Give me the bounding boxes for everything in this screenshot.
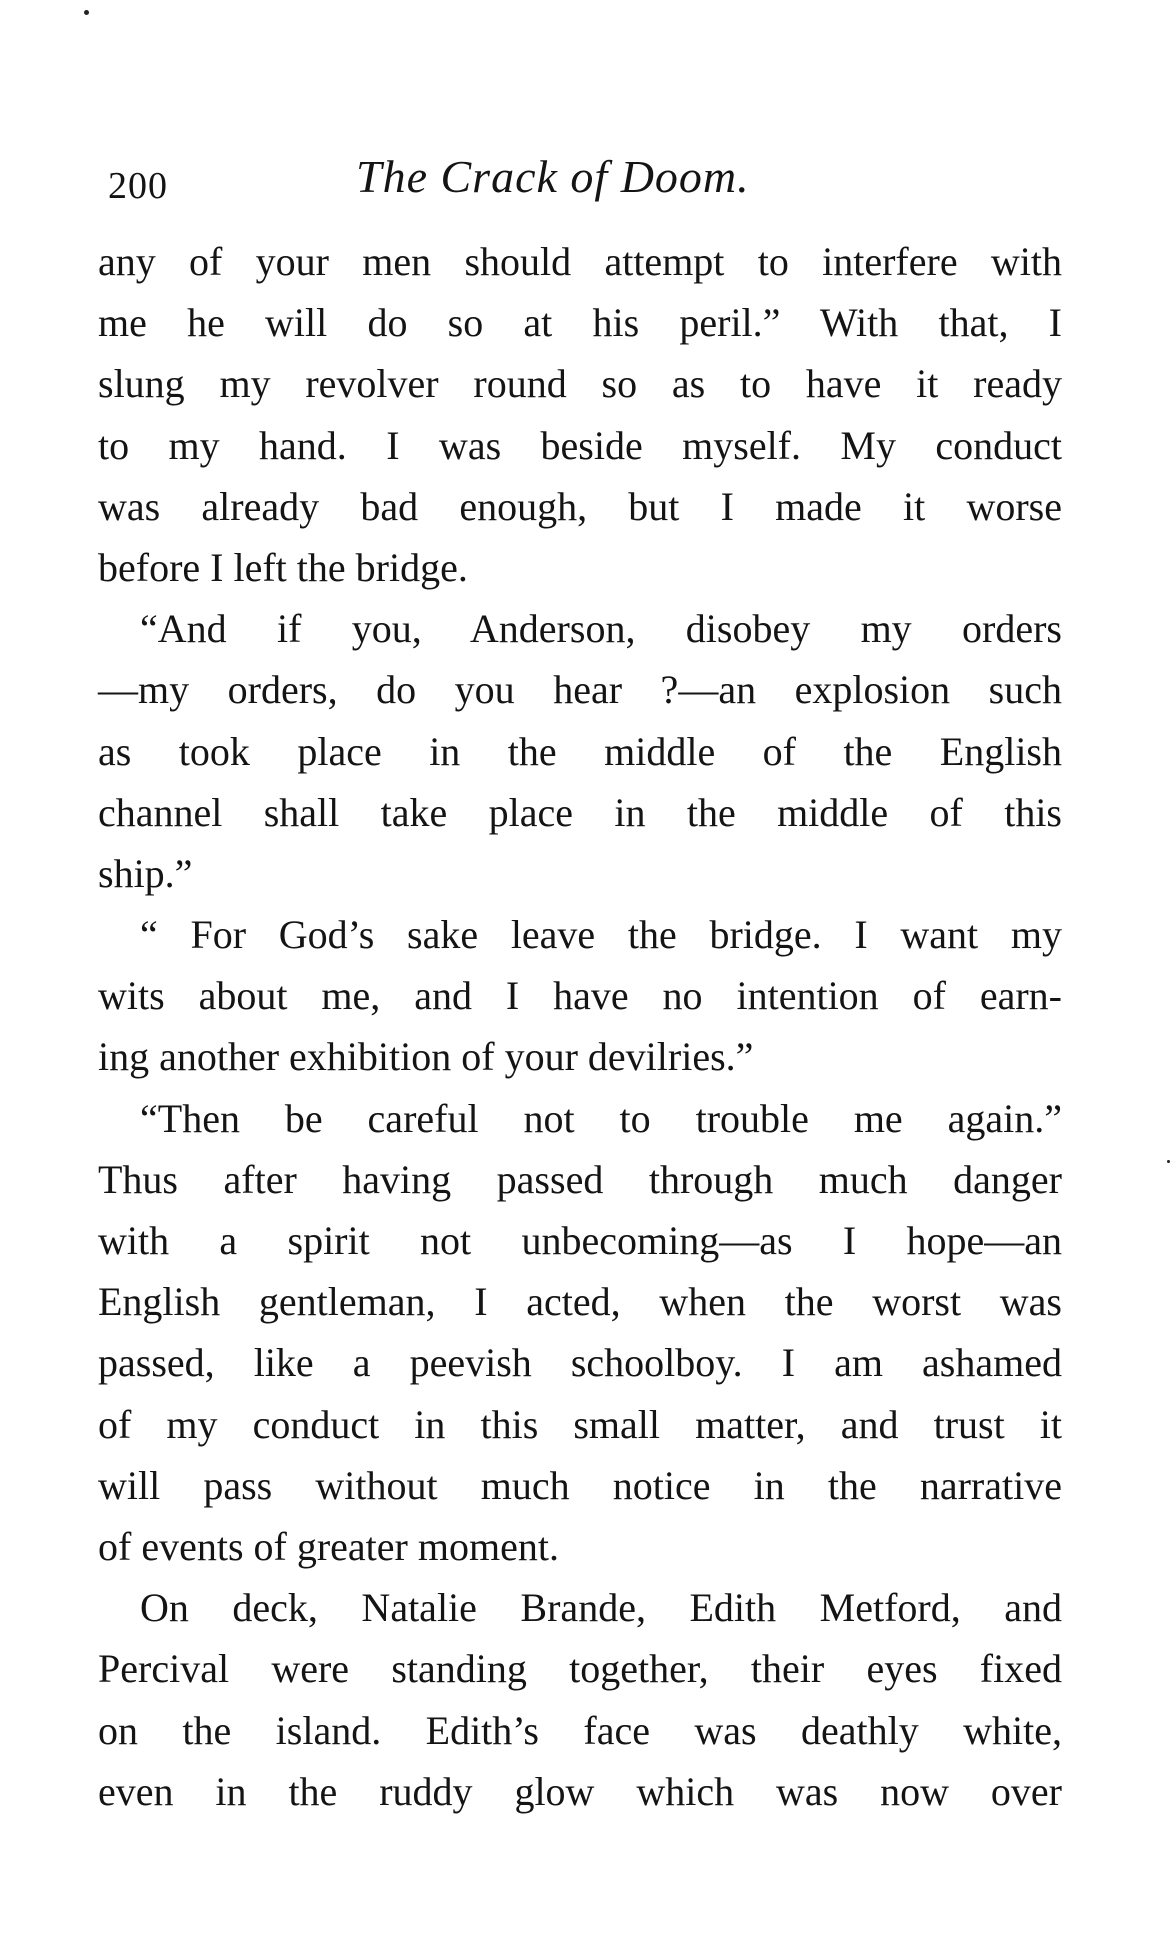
- text-line: me he will do so at his peril.” With that, I: [98, 300, 1062, 346]
- text-line: passed, like a peevish schoolboy. I am ashamed: [98, 1340, 1062, 1386]
- text-line: —my orders, do you hear ?—an explosion such: [98, 667, 1062, 713]
- text-line: ing another exhibition of your devilries.”: [98, 1034, 754, 1080]
- page-number: 200: [108, 165, 168, 207]
- text-line: Thus after having passed through much danger: [98, 1156, 1062, 1202]
- text-line: of events of greater moment.: [98, 1523, 559, 1569]
- text-line: to my hand. I was beside myself. My conduct: [98, 422, 1062, 468]
- running-title: The Crack of Doom.: [356, 151, 750, 202]
- text-line: with a spirit not unbecoming—as I hope—an: [98, 1218, 1062, 1263]
- text-line: “Then be careful not to trouble me again.”: [140, 1095, 1062, 1141]
- text-line: “And if you, Anderson, disobey my orders: [140, 606, 1062, 652]
- print-speck: [1167, 1160, 1170, 1163]
- print-speck: [84, 10, 89, 15]
- text-line: of my conduct in this small matter, and trust it: [98, 1401, 1062, 1447]
- text-line: on the island. Edith’s face was deathly white,: [98, 1707, 1062, 1753]
- text-line: channel shall take place in the middle of this: [98, 789, 1062, 835]
- text-line: was already bad enough, but I made it worse: [98, 483, 1062, 529]
- text-line: as took place in the middle of the English: [98, 728, 1062, 774]
- text-line: ship.”: [98, 850, 193, 896]
- text-line: Percival were standing together, their eyes fixed: [98, 1646, 1062, 1692]
- text-line: any of your men should attempt to interfere with: [98, 239, 1062, 284]
- text-line: “ For God’s sake leave the bridge. I want my: [140, 912, 1062, 958]
- text-line: On deck, Natalie Brande, Edith Metford, and: [140, 1585, 1062, 1631]
- text-line: wits about me, and I have no intention of earn-: [98, 973, 1062, 1019]
- text-line: will pass without much notice in the narrative: [98, 1462, 1062, 1508]
- text-line: English gentleman, I acted, when the worst was: [98, 1279, 1062, 1325]
- text-line: slung my revolver round so as to have it ready: [98, 361, 1062, 407]
- text-line: before I left the bridge.: [98, 544, 468, 590]
- body-text: [98, 231, 1062, 1822]
- running-header: [108, 150, 1064, 220]
- text-line: even in the ruddy glow which was now over: [98, 1768, 1062, 1814]
